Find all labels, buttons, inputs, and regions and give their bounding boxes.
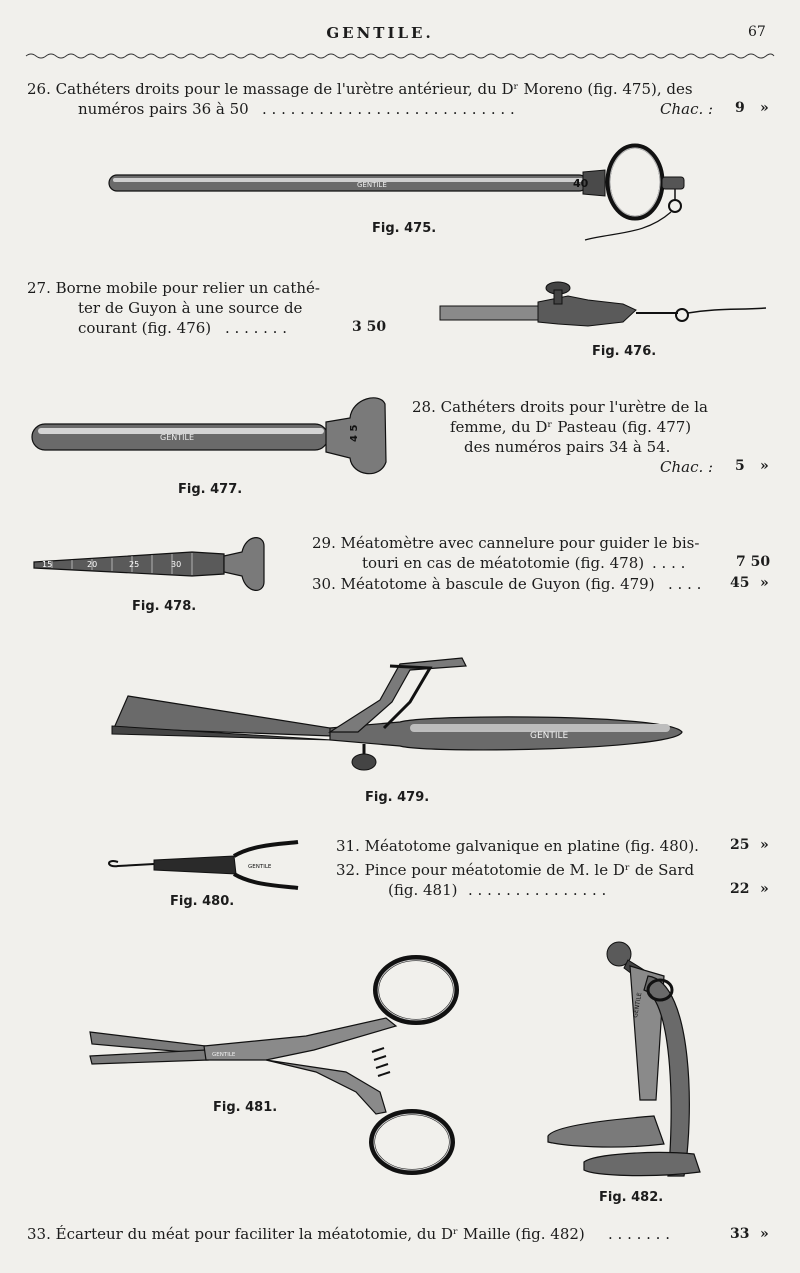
figure-480-galvanic-meatotome-illustration [104, 838, 304, 894]
figure-478-scale-30: 30 [171, 560, 182, 569]
header-wavy-rule [26, 52, 774, 60]
item-27-line1: 27. Borne mobile pour relier un cathé- [27, 279, 321, 297]
item-30-line1: 30. Méatotome à bascule de Guyon (fig. 479) [312, 575, 655, 593]
running-header-title: GENTILE. [326, 24, 434, 42]
figure-479-meatotome-illustration [110, 652, 690, 782]
figure-482-retractor-illustration [544, 940, 724, 1188]
item-32-currency: » [760, 881, 769, 897]
figure-480-engraving: GENTILE [248, 864, 272, 870]
item-28-unit: Chac. : [660, 458, 714, 476]
item-28-line1: 28. Cathéters droits pour l'urètre de la [412, 398, 708, 416]
item-26-price: 9 [735, 100, 745, 116]
figure-477-size-label: 4 5 [349, 424, 360, 442]
item-26-line1: 26. Cathéters droits pour le massage de l'urètre antérieur, du Dʳ Moreno (fig. 475), des [27, 80, 693, 98]
item-28-price: 5 [735, 458, 745, 474]
figure-482-engraving: GENTILE [632, 992, 644, 1019]
item-29-leader: . . . . [652, 554, 686, 572]
figure-477-catheter-illustration [30, 392, 390, 482]
item-33-currency: » [760, 1226, 769, 1242]
figure-482-caption: Fig. 482. [599, 1190, 664, 1205]
figure-478-scale-15: 15 [42, 560, 53, 569]
figure-476-caption: Fig. 476. [592, 344, 657, 359]
figure-477-caption: Fig. 477. [178, 482, 243, 497]
item-27-line3: courant (fig. 476) [78, 319, 212, 337]
item-32-line1: 32. Pince pour méatotomie de M. le Dʳ de Sard [336, 861, 695, 879]
page-number: 67 [748, 24, 766, 40]
item-26-leader: . . . . . . . . . . . . . . . . . . . . . . . . . . . [262, 100, 515, 118]
item-28-line2: femme, du Dʳ Pasteau (fig. 477) [450, 418, 692, 436]
item-32-line2: (fig. 481) [388, 881, 458, 899]
figure-481-engraving: GENTILE [212, 1052, 236, 1058]
item-27-leader: . . . . . . . [225, 319, 287, 337]
item-33-price: 33 [730, 1226, 750, 1242]
item-28-currency: » [760, 458, 769, 474]
figure-477-engraving: GENTILE [160, 433, 194, 442]
figure-479-engraving: GENTILE [530, 731, 569, 741]
figure-475-engraving: GENTILE [357, 181, 387, 189]
item-31-price: 25 [730, 837, 750, 853]
item-33-line1: 33. Écarteur du méat pour faciliter la méatotomie, du Dʳ Maille (fig. 482) [27, 1225, 585, 1243]
item-29-price: 7 50 [736, 554, 771, 570]
figure-481-caption: Fig. 481. [213, 1100, 278, 1115]
figure-476-terminal-illustration [438, 278, 768, 338]
figure-481-forceps-illustration [86, 952, 466, 1178]
item-28-line3: des numéros pairs 34 à 54. [464, 438, 671, 456]
item-30-leader: . . . . [668, 575, 702, 593]
item-29-line1: 29. Méatomètre avec cannelure pour guider le bis- [312, 534, 700, 552]
figure-478-meatometer-illustration [32, 532, 268, 596]
figure-480-caption: Fig. 480. [170, 894, 235, 909]
figure-478-caption: Fig. 478. [132, 599, 197, 614]
item-27-price: 3 50 [352, 319, 387, 335]
item-30-price: 45 [730, 575, 750, 591]
item-32-leader: . . . . . . . . . . . . . . . [468, 881, 607, 899]
item-26-unit: Chac. : [660, 100, 714, 118]
item-26-line2: numéros pairs 36 à 50 [78, 100, 249, 118]
item-33-leader: . . . . . . . [608, 1225, 670, 1243]
figure-475-caption: Fig. 475. [372, 221, 437, 236]
item-32-price: 22 [730, 881, 750, 897]
item-26-currency: » [760, 100, 769, 116]
figure-478-scale-20: 20 [87, 560, 98, 569]
item-31-currency: » [760, 837, 769, 853]
figure-475-size-label: 40 [573, 177, 589, 190]
item-29-line2: touri en cas de méatotomie (fig. 478) [362, 554, 645, 572]
item-31-line1: 31. Méatotome galvanique en platine (fig. 480). [336, 837, 699, 855]
item-27-line2: ter de Guyon à une source de [78, 299, 303, 317]
figure-479-caption: Fig. 479. [365, 790, 430, 805]
figure-478-scale-25: 25 [129, 560, 140, 569]
item-30-currency: » [760, 575, 769, 591]
